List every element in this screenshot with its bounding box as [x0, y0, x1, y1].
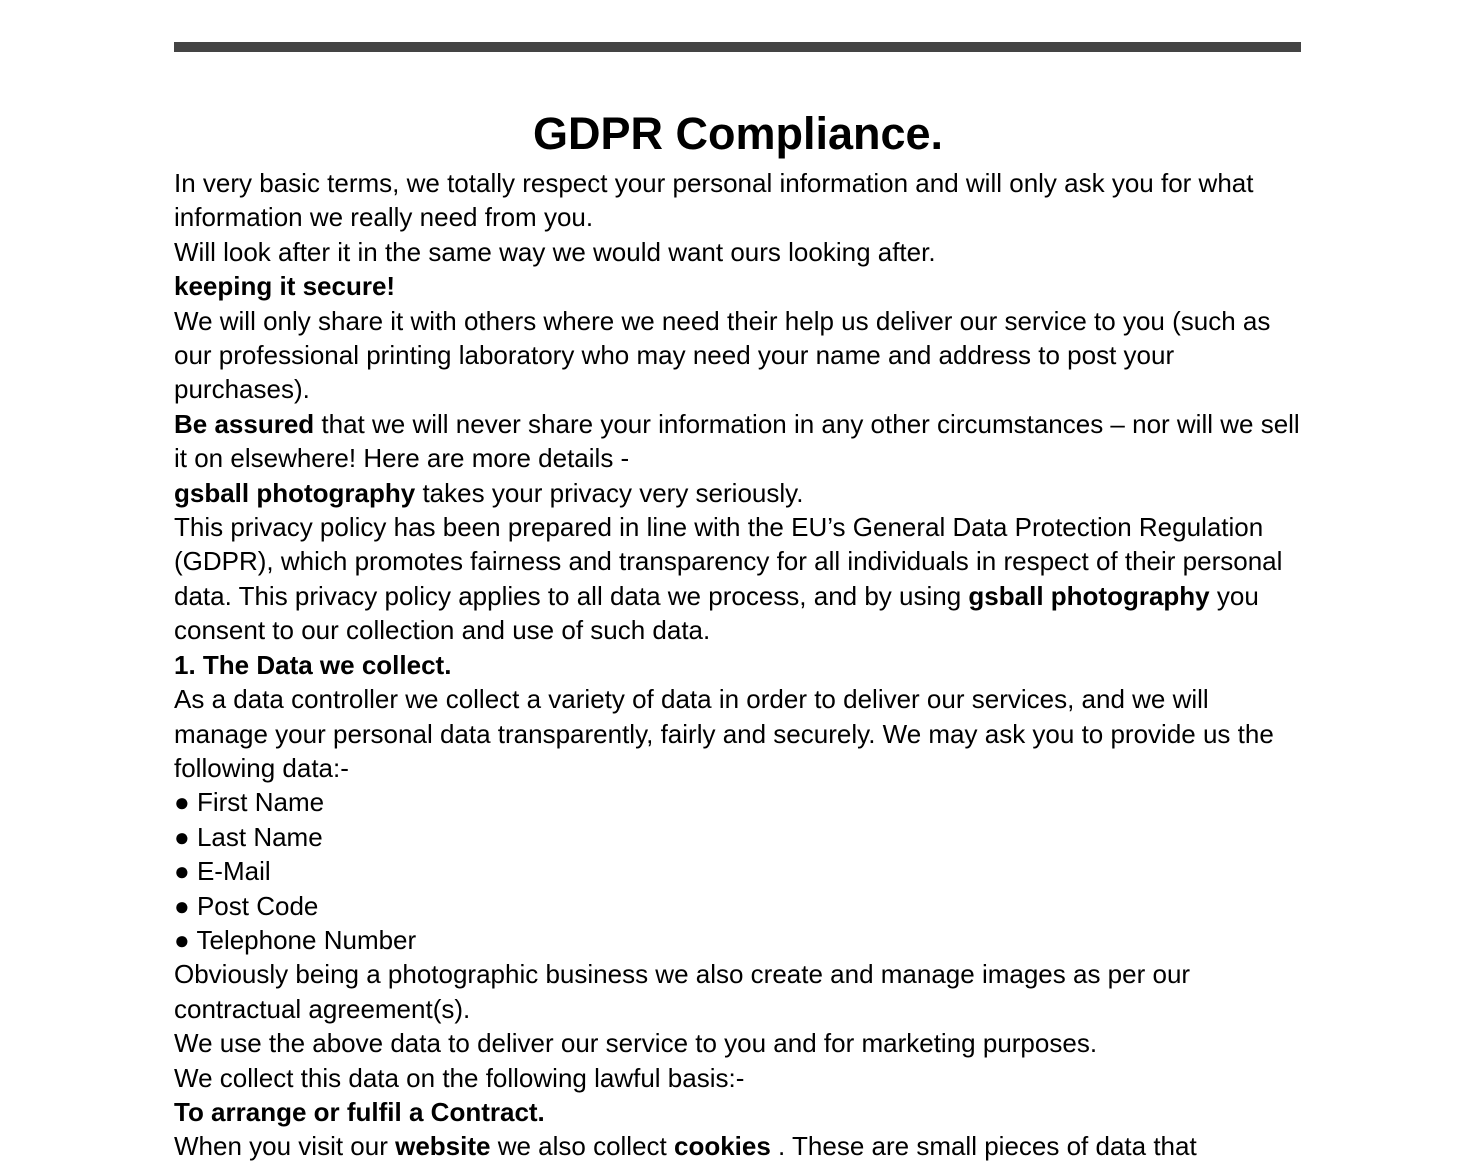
- lawful-basis-paragraph: We collect this data on the following lawful basis:-: [174, 1062, 745, 1093]
- intro-paragraph-2: Will look after it in the same way we would want ours looking after.: [174, 236, 936, 267]
- section-1-heading-text: 1. The Data we collect.: [174, 649, 452, 680]
- policy-brand-name: gsball photography: [968, 580, 1210, 611]
- section-1-intro: As a data controller we collect a variety of data in order to deliver our services, and we will manage your personal data transparently, fairly and securely. We may ask you to provide us the following data:-: [174, 684, 1274, 783]
- contract-heading: [174, 1095, 1302, 1129]
- bullet-icon: ●: [174, 890, 190, 921]
- usage-paragraph: We use the above data to deliver our service to you and for marketing purposes.: [174, 1028, 1098, 1059]
- cookies-bold-text: cookies: [674, 1131, 771, 1162]
- secure-heading: [174, 269, 1302, 303]
- list-item: [174, 785, 1302, 819]
- bullet-icon: ●: [174, 856, 190, 887]
- collected-data-list: [174, 785, 1302, 957]
- privacy-intro-paragraph: [174, 476, 1302, 510]
- brand-name: gsball photography: [174, 477, 416, 508]
- list-item: [174, 923, 1302, 957]
- top-horizontal-rule: [174, 42, 1301, 52]
- privacy-intro-text: takes your privacy very seriously.: [415, 477, 804, 508]
- intro-paragraph-1: In very basic terms, we totally respect your personal information and will only ask you for what information we really need from you.: [174, 168, 1254, 233]
- list-item-label: Telephone Number: [196, 924, 417, 955]
- list-item: [174, 889, 1302, 923]
- list-item: [174, 820, 1302, 854]
- page-title: GDPR Compliance.: [532, 108, 944, 159]
- list-item-label: Last Name: [196, 821, 323, 852]
- list-item: [174, 854, 1302, 888]
- cookies-paragraph: [174, 1129, 1302, 1163]
- list-item-label: E-Mail: [196, 856, 271, 887]
- secure-heading-text: keeping it secure!: [174, 271, 396, 302]
- policy-paragraph: [174, 510, 1302, 648]
- cookies-text-end: . These are small pieces of data that: [770, 1131, 1197, 1162]
- cookies-text-mid: we also collect: [490, 1131, 674, 1162]
- section-1-heading: [174, 648, 1302, 682]
- policy-text-start: This privacy policy has been prepared in line with the EU’s General Data Protection Regulation (GDPR), which promotes fairness and transparency for all individuals in respect of their personal data. This privacy policy applies to all data we process, and by using: [174, 512, 1283, 611]
- assured-paragraph: [174, 407, 1302, 476]
- share-paragraph: We will only share it with others where we need their help us deliver our service to you (such as our professional printing laboratory who may need your name and address to post your purchases).: [174, 305, 1271, 405]
- bullet-icon: ●: [174, 821, 190, 852]
- images-paragraph: Obviously being a photographic business we also create and manage images as per our contractual agreement(s).: [174, 959, 1191, 1024]
- policy-text-end: you consent to our collection and use of such data.: [174, 580, 1259, 646]
- assured-bold-text: Be assured: [174, 408, 315, 439]
- document-body: [174, 166, 1302, 1164]
- bullet-icon: ●: [174, 787, 190, 818]
- contract-heading-text: To arrange or fulfil a Contract.: [174, 1096, 545, 1127]
- list-item-label: First Name: [196, 787, 325, 818]
- website-bold-text: website: [395, 1131, 491, 1162]
- document-content: [174, 104, 1302, 1164]
- assured-text: that we will never share your information in any other circumstances – nor will we sell it on elsewhere! Here are more details -: [174, 408, 1300, 474]
- bullet-icon: ●: [174, 924, 190, 955]
- cookies-text-start: When you visit our: [174, 1131, 396, 1162]
- list-item-label: Post Code: [196, 890, 319, 921]
